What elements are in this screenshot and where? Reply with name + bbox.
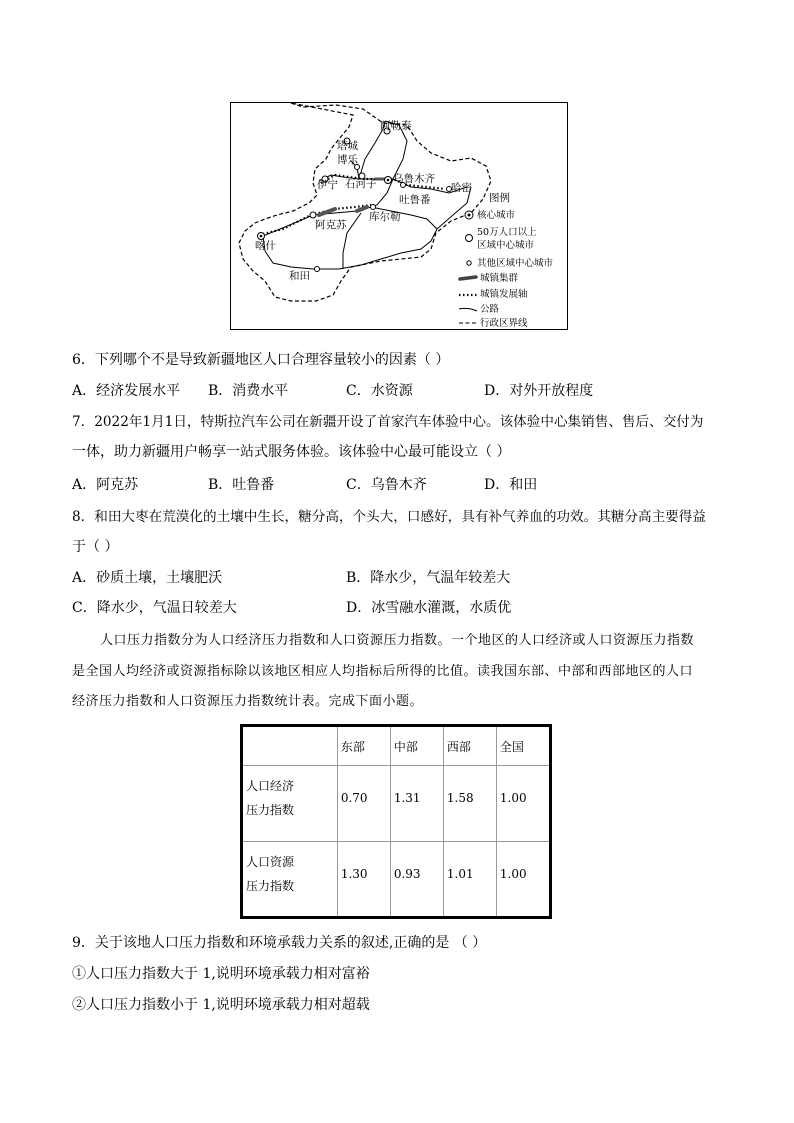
city-label-hotan: 和田 — [289, 270, 310, 282]
question-7-line-1: 7．2022年1月1日，特斯拉汽车公司在新疆开设了首家汽车体验中心。该体验中心集销售、售后、交付为 — [72, 414, 704, 430]
legend-other-city: 其他区域中心城市 — [477, 258, 554, 269]
table-row — [242, 842, 551, 918]
question-9-stem: 9．关于该地人口压力指数和环境承载力关系的叙述,正确的是 （ ） — [72, 935, 487, 951]
city-label-yining: 伊宁 — [317, 179, 338, 191]
question-6-option-d: D．对外开放程度 — [484, 383, 594, 399]
legend-regional-city-big-2: 区域中心城市 — [477, 240, 535, 251]
table-cell: 1.00 — [496, 842, 550, 918]
legend-road: 公路 — [480, 304, 500, 315]
table-cell: 1.01 — [443, 842, 496, 918]
question-7-option-c: C．乌鲁木齐 — [346, 477, 427, 493]
city-marker-hotan — [315, 267, 320, 272]
city-label-korla: 库尔勒 — [369, 211, 401, 223]
table-header-row — [242, 726, 551, 766]
city-label-tacheng: 塔城 — [337, 140, 358, 152]
pressure-index-table — [240, 724, 552, 919]
legend-regional-city-big: 50万人口以上 — [477, 227, 537, 238]
legend-road-symbol — [459, 308, 477, 311]
passage-line-2: 是全国人均经济或资源指标除以该地区相应人均指标后所得的比值。读我国东部、中部和西部地区的人口 — [72, 664, 694, 679]
table-cell: 1.30 — [337, 842, 390, 918]
city-label-kashgar: 喀什 — [255, 240, 276, 252]
urban-cluster — [319, 209, 335, 215]
legend-regional-city-symbol — [466, 235, 473, 242]
question-7-option-d: D．和田 — [484, 477, 538, 493]
table-cell: 1.00 — [496, 766, 550, 842]
question-6-option-b: B．消费水平 — [208, 383, 289, 399]
table-cell: 1.58 — [443, 766, 496, 842]
legend-other-city-symbol — [467, 261, 471, 265]
table-header-cell: 西部 — [443, 726, 496, 766]
legend-core-city: 核心城市 — [477, 210, 516, 221]
table-header-cell: 中部 — [390, 726, 443, 766]
city-label-hami: 哈密 — [451, 182, 472, 194]
question-6-option-c: C．水资源 — [346, 383, 413, 399]
city-marker-korla — [371, 205, 376, 210]
question-8-option-d: D．冰雪融水灌溉，水质优 — [346, 600, 512, 616]
city-label-turpan: 吐鲁番 — [399, 194, 431, 206]
question-8-option-c: C．降水少，气温日较差大 — [72, 600, 237, 616]
table-header-cell: 全国 — [496, 726, 550, 766]
table-header-cell: 东部 — [337, 726, 390, 766]
legend-title: 图例 — [489, 192, 510, 204]
city-marker-aksu — [310, 212, 316, 218]
table-cell: 0.70 — [337, 766, 390, 842]
question-9-statement-2: ②人口压力指数小于 1,说明环境承载力相对超载 — [72, 997, 370, 1013]
question-8-line-2: 于（ ） — [72, 539, 119, 555]
table-cell: 1.31 — [390, 766, 443, 842]
question-7-option-a: A．阿克苏 — [72, 477, 139, 493]
question-6-option-a: A．经济发展水平 — [72, 383, 181, 399]
city-label-aksu: 阿克苏 — [315, 219, 347, 231]
city-label-urumqi: 乌鲁木齐 — [393, 173, 435, 185]
table-row-label: 人口资源 压力指数 — [242, 842, 338, 918]
table-row — [242, 766, 551, 842]
legend-urban-cluster: 城镇集群 — [480, 273, 519, 284]
passage-line-1: 人口压力指数分为人口经济压力指数和人口资源压力指数。一个地区的人口经济或人口资源压力指数 — [100, 633, 695, 648]
boundary-line — [239, 103, 491, 301]
legend-urban-cluster-symbol — [460, 277, 476, 279]
question-8-option-a: A．砂质土壤，土壤肥沃 — [72, 570, 223, 586]
passage-line-3: 经济压力指数和人口资源压力指数统计表。完成下面小题。 — [72, 694, 424, 709]
question-7-option-b: B．吐鲁番 — [208, 477, 275, 493]
table-row-label: 人口经济 压力指数 — [242, 766, 338, 842]
table-cell: 0.93 — [390, 842, 443, 918]
question-8-line-1: 8．和田大枣在荒漠化的土壤中生长，糖分高，个头大，口感好，具有补气养血的功效。其糖分高主要得益 — [72, 509, 706, 525]
city-label-altay: 阿勒泰 — [380, 120, 412, 132]
city-label-bole: 博乐 — [337, 154, 358, 166]
question-7-line-2: 一体，助力新疆用户畅享一站式服务体验。该体验中心最可能设立（ ） — [72, 444, 511, 460]
road — [339, 229, 437, 269]
table-header-cell — [242, 726, 338, 766]
question-8-option-b: B．降水少，气温年较差大 — [346, 570, 511, 586]
legend-development-axis: 城镇发展轴 — [480, 289, 528, 300]
question-9-statement-1: ①人口压力指数大于 1,说明环境承载力相对富裕 — [72, 966, 370, 982]
question-6-stem: 6．下列哪个不是导致新疆地区人口合理容量较小的因素（ ） — [72, 352, 450, 368]
legend-boundary: 行政区界线 — [480, 318, 528, 329]
city-label-shihezi: 石河子 — [345, 178, 377, 190]
xinjiang-map — [230, 102, 568, 330]
